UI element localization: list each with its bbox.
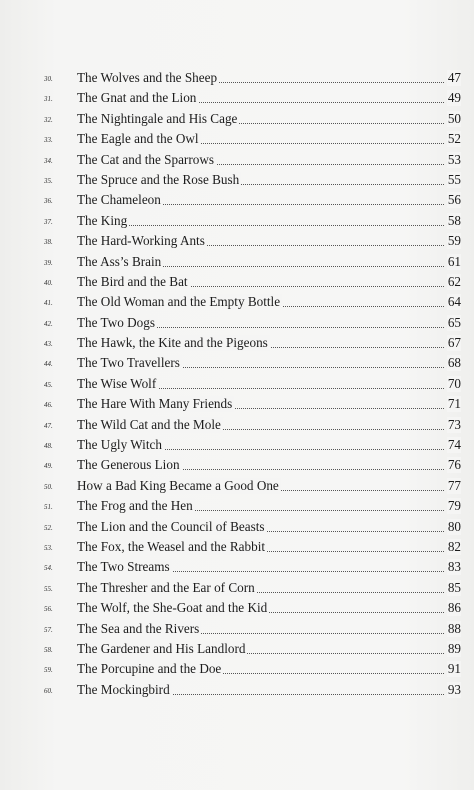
toc-entry-title: The Mockingbird — [72, 682, 172, 698]
toc-entry — [0, 170, 474, 190]
toc-entry-page: 61 — [447, 253, 461, 269]
toc-entry-number: 32. — [44, 115, 53, 124]
toc-entry — [0, 88, 474, 108]
toc-entry — [0, 659, 474, 679]
toc-entry-page: 85 — [447, 579, 461, 595]
toc-entry-title: The Sea and the Rivers — [72, 621, 201, 637]
toc-entry-number: 54. — [44, 564, 53, 573]
toc-entry-title: The Eagle and the Owl — [72, 131, 201, 147]
toc-entry-number: 34. — [44, 156, 53, 165]
toc-entry-title: The Ugly Witch — [72, 437, 164, 453]
toc-entry-number: 58. — [44, 645, 53, 654]
toc-entry-title: The Frog and the Hen — [72, 498, 195, 514]
toc-entry-page: 83 — [447, 559, 461, 575]
toc-entry-title: The Spruce and the Rose Bush — [72, 172, 241, 188]
toc-entry-title: The Porcupine and the Doe — [72, 661, 223, 677]
toc-entry-number: 50. — [44, 482, 53, 491]
toc-entry-page: 64 — [447, 294, 461, 310]
toc-entry-number: 57. — [44, 625, 53, 634]
toc-entry — [0, 557, 474, 577]
toc-entry-number: 39. — [44, 258, 53, 267]
toc-entry — [0, 333, 474, 353]
toc-entry-number: 48. — [44, 442, 53, 451]
toc-entry-page: 67 — [447, 335, 461, 351]
toc-entry-number: 49. — [44, 462, 53, 471]
toc-entry-number: 59. — [44, 666, 53, 675]
toc-entry-number: 60. — [44, 686, 53, 695]
toc-entry-page: 47 — [447, 70, 461, 85]
toc-entry-title: The Wolf, the She-Goat and the Kid — [72, 600, 269, 616]
toc-entry-title: The Two Dogs — [72, 315, 157, 331]
toc-entry — [0, 476, 474, 496]
toc-entry — [0, 150, 474, 170]
toc-entry-title: The Chameleon — [72, 192, 163, 208]
toc-entry-page: 71 — [447, 396, 461, 412]
toc-entry-number: 53. — [44, 543, 53, 552]
toc-entry-number: 43. — [44, 340, 53, 349]
toc-entry-title: The Lion and the Council of Beasts — [72, 519, 267, 535]
toc-entry — [0, 496, 474, 516]
toc-entry-title: The King — [72, 213, 129, 229]
toc-entry-title: The Two Streams — [72, 559, 172, 575]
toc-entry — [0, 68, 474, 88]
toc-entry-page: 53 — [447, 151, 461, 167]
toc-entry — [0, 517, 474, 537]
toc-entry-page: 79 — [447, 498, 461, 514]
toc-entry-title: The Wise Wolf — [72, 376, 158, 392]
toc-entry-title: The Wolves and the Sheep — [72, 70, 219, 86]
toc-entry-page: 58 — [447, 212, 461, 228]
toc-entry-page: 77 — [447, 477, 461, 493]
toc-entry-page: 62 — [447, 273, 461, 289]
toc-entry-number: 56. — [44, 605, 53, 614]
toc-entry — [0, 435, 474, 455]
toc-entry-title: The Thresher and the Ear of Corn — [72, 580, 257, 596]
toc-entry-number: 46. — [44, 401, 53, 410]
toc-entry — [0, 109, 474, 129]
toc-entry — [0, 129, 474, 149]
table-of-contents — [0, 68, 474, 700]
toc-entry — [0, 537, 474, 557]
toc-entry-title: The Ass’s Brain — [72, 254, 163, 270]
toc-entry-number: 40. — [44, 278, 53, 287]
toc-entry-page: 50 — [447, 110, 461, 126]
toc-entry-title: The Nightingale and His Cage — [72, 111, 239, 127]
toc-entry-page: 88 — [447, 620, 461, 636]
toc-entry-page: 86 — [447, 600, 461, 616]
toc-entry-page: 93 — [447, 681, 461, 697]
toc-entry-number: 52. — [44, 523, 53, 532]
toc-entry — [0, 292, 474, 312]
toc-entry-number: 41. — [44, 299, 53, 308]
toc-entry-page: 59 — [447, 233, 461, 249]
toc-entry-title: The Bird and the Bat — [72, 274, 190, 290]
toc-entry-page: 91 — [447, 661, 461, 677]
toc-entry-page: 82 — [447, 538, 461, 554]
toc-entry-page: 89 — [447, 640, 461, 656]
dot-leader — [77, 225, 444, 226]
toc-entry — [0, 394, 474, 414]
toc-entry — [0, 455, 474, 475]
toc-entry-page: 49 — [447, 90, 461, 106]
toc-entry-title: The Hard-Working Ants — [72, 233, 207, 249]
toc-entry-number: 42. — [44, 319, 53, 328]
toc-entry-number: 55. — [44, 584, 53, 593]
toc-entry-number: 47. — [44, 421, 53, 430]
toc-entry — [0, 272, 474, 292]
toc-entry — [0, 680, 474, 700]
toc-entry-title: The Gardener and His Landlord — [72, 641, 247, 657]
toc-entry-title: The Cat and the Sparrows — [72, 152, 216, 168]
toc-entry-page: 55 — [447, 171, 461, 187]
toc-entry-page: 65 — [447, 314, 461, 330]
toc-entry — [0, 231, 474, 251]
toc-entry-number: 38. — [44, 238, 53, 247]
toc-entry-page: 52 — [447, 131, 461, 147]
toc-entry-title: The Hawk, the Kite and the Pigeons — [72, 335, 270, 351]
toc-entry — [0, 190, 474, 210]
toc-entry — [0, 374, 474, 394]
toc-entry-title: The Fox, the Weasel and the Rabbit — [72, 539, 267, 555]
toc-entry — [0, 578, 474, 598]
toc-entry-title: How a Bad King Became a Good One — [72, 478, 281, 494]
toc-entry — [0, 353, 474, 373]
toc-entry-title: The Old Woman and the Empty Bottle — [72, 294, 282, 310]
toc-entry-page: 70 — [447, 375, 461, 391]
toc-entry-number: 36. — [44, 197, 53, 206]
toc-entry-number: 35. — [44, 176, 53, 185]
toc-entry-page: 68 — [447, 355, 461, 371]
toc-entry-title: The Generous Lion — [72, 457, 182, 473]
toc-entry — [0, 619, 474, 639]
toc-entry — [0, 313, 474, 333]
toc-entry — [0, 598, 474, 618]
toc-entry-title: The Gnat and the Lion — [72, 90, 198, 106]
toc-entry-page: 76 — [447, 457, 461, 473]
toc-entry — [0, 415, 474, 435]
toc-entry-number: 30. — [44, 75, 53, 83]
toc-entry-title: The Hare With Many Friends — [72, 396, 234, 412]
toc-entry — [0, 252, 474, 272]
toc-entry-page: 74 — [447, 437, 461, 453]
toc-entry-page: 73 — [447, 416, 461, 432]
toc-entry-number: 31. — [44, 95, 53, 104]
toc-entry-page: 56 — [447, 192, 461, 208]
toc-entry-number: 33. — [44, 136, 53, 145]
toc-entry-title: The Wild Cat and the Mole — [72, 417, 223, 433]
toc-entry — [0, 211, 474, 231]
toc-entry-page: 80 — [447, 518, 461, 534]
toc-entry — [0, 639, 474, 659]
toc-entry-title: The Two Travellers — [72, 355, 182, 371]
toc-entry-number: 45. — [44, 380, 53, 389]
toc-entry-number: 44. — [44, 360, 53, 369]
toc-entry-number: 51. — [44, 503, 53, 512]
toc-entry-number: 37. — [44, 217, 53, 226]
